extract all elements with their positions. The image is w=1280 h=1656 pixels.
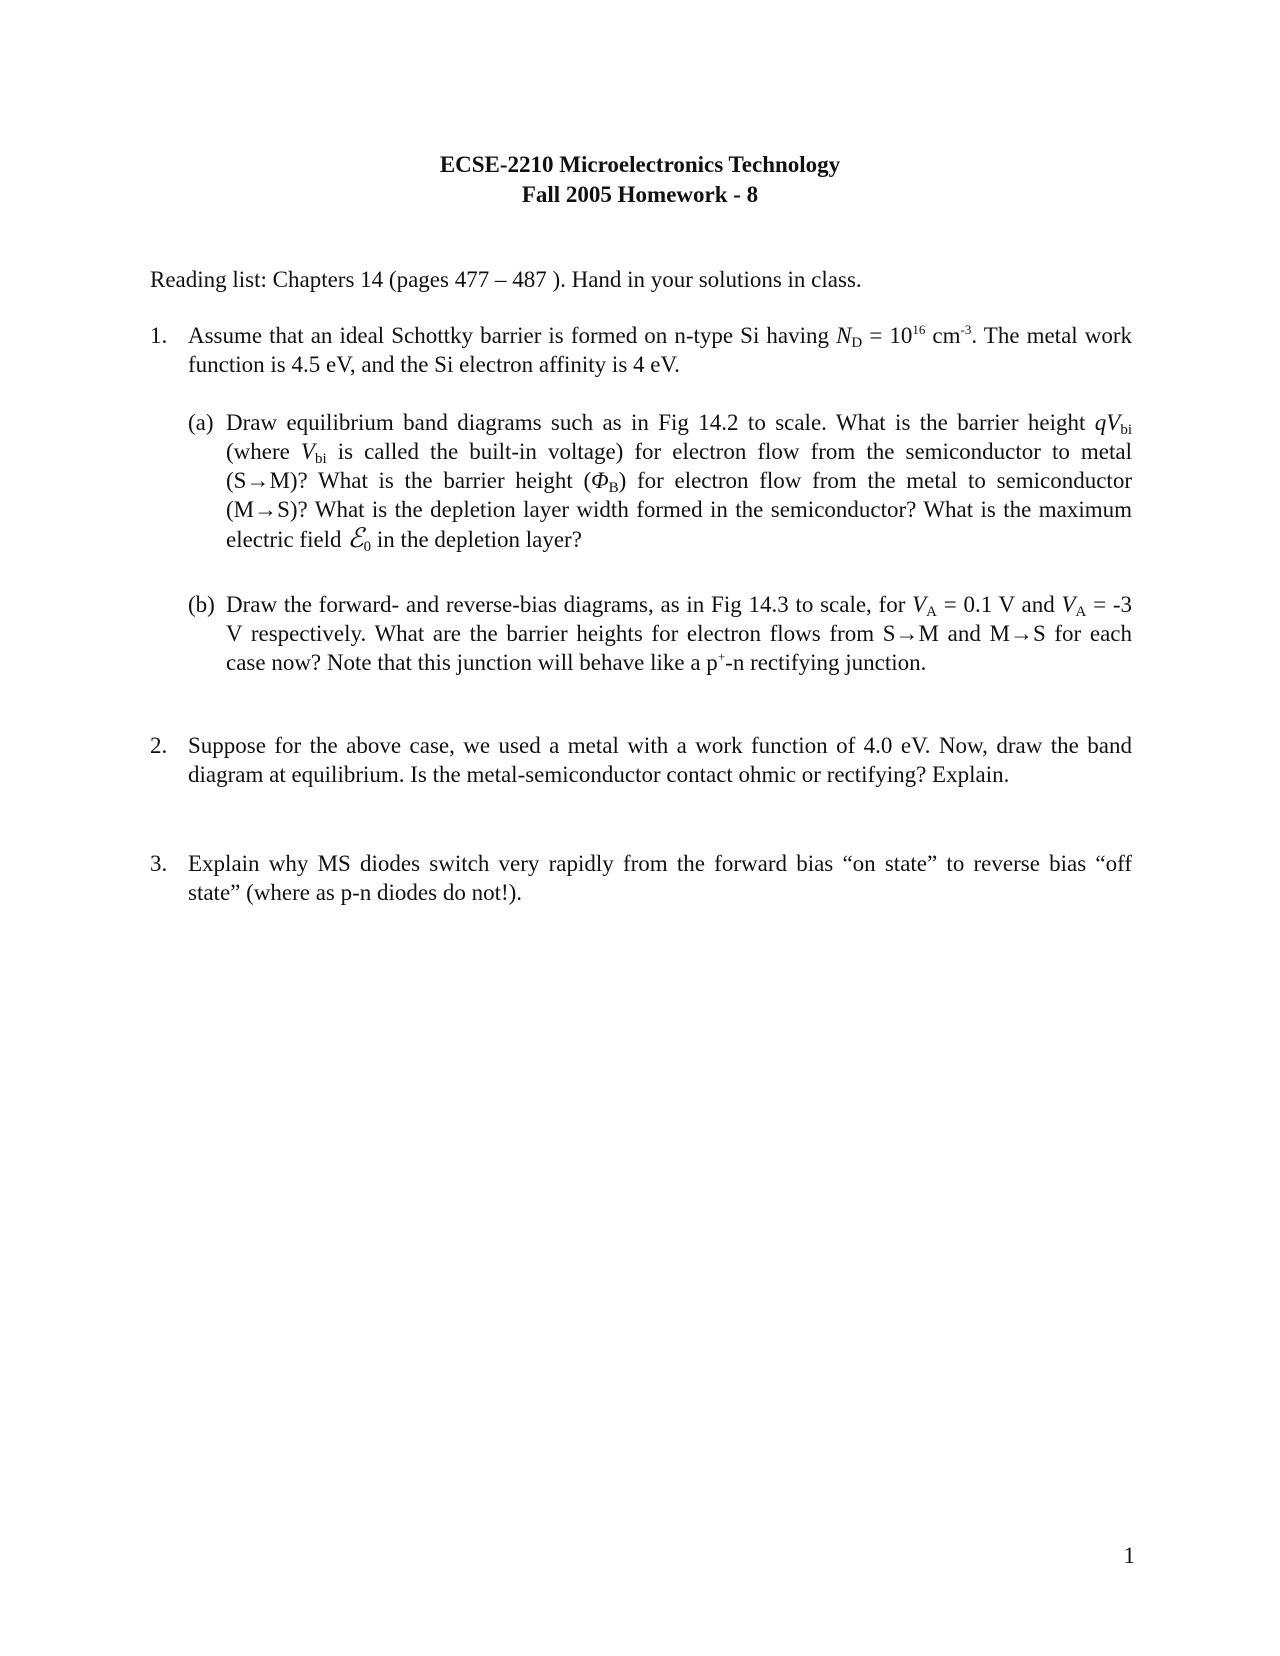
question-1-number: 1. [150,323,168,348]
page-number: 1 [1123,1543,1135,1568]
page-title [0,150,1280,210]
question-1b-label: (b) [188,592,215,617]
homework-title: Fall 2005 Homework - 8 [521,182,759,207]
question-3-text: Explain why MS diodes switch very rapidly from the forward bias “on state” to reverse bias “off state” (where as p-n diodes do not!). [188,851,1132,905]
question-3 [150,849,1132,907]
question-2-text: Suppose for the above case, we used a metal with a work function of 4.0 eV. Now, draw the band diagram at equilibrium. Is the metal-semiconductor contact ohmic or rectifying? Explain. [188,733,1132,787]
course-title: ECSE-2210 Microelectronics Technology [439,152,841,177]
electric-field-symbol: ℰ [347,523,364,554]
question-2-number: 2. [150,733,168,758]
question-1b [188,590,1132,677]
question-1 [150,321,1132,379]
question-2 [150,731,1132,789]
question-1a-label: (a) [188,410,214,435]
reading-list: Reading list: Chapters 14 (pages 477 – 487 ). Hand in your solutions in class. [150,267,862,292]
question-1a-text: Draw equilibrium band diagrams such as in Fig 14.2 to scale. What is the barrier height $qV_{bi}$ (where $V_{bi}$ is called the built-in voltage) for electron flow from the semiconductor to metal (S→M)? What is the barrier height $(\Phi_B)$ for electron flow from the metal to semiconductor (M→S)? What is the depletion layer width formed in the semiconductor? What is the maximum electric field ℰ$_0$ in the depletion layer? [226,410,1132,555]
question-1a [188,408,1132,554]
question-1-text: Assume that an ideal Schottky barrier is formed on n-type Si having $N_D = 10^{16}$ $cm^{-3}$. The metal work function is 4.5 eV, and the Si electron affinity is 4 eV. [188,322,1132,377]
question-3-number: 3. [150,851,168,876]
question-1b-text: Draw the forward- and reverse-bias diagrams, as in Fig 14.3 to scale, for $V_A = 0.1$ V and $V_A = -3$ V respectively. What are the barrier heights for electron flows from S→M and M→S for each case now? Note that this junction will behave like a p+-n rectifying junction. [226,592,1132,675]
